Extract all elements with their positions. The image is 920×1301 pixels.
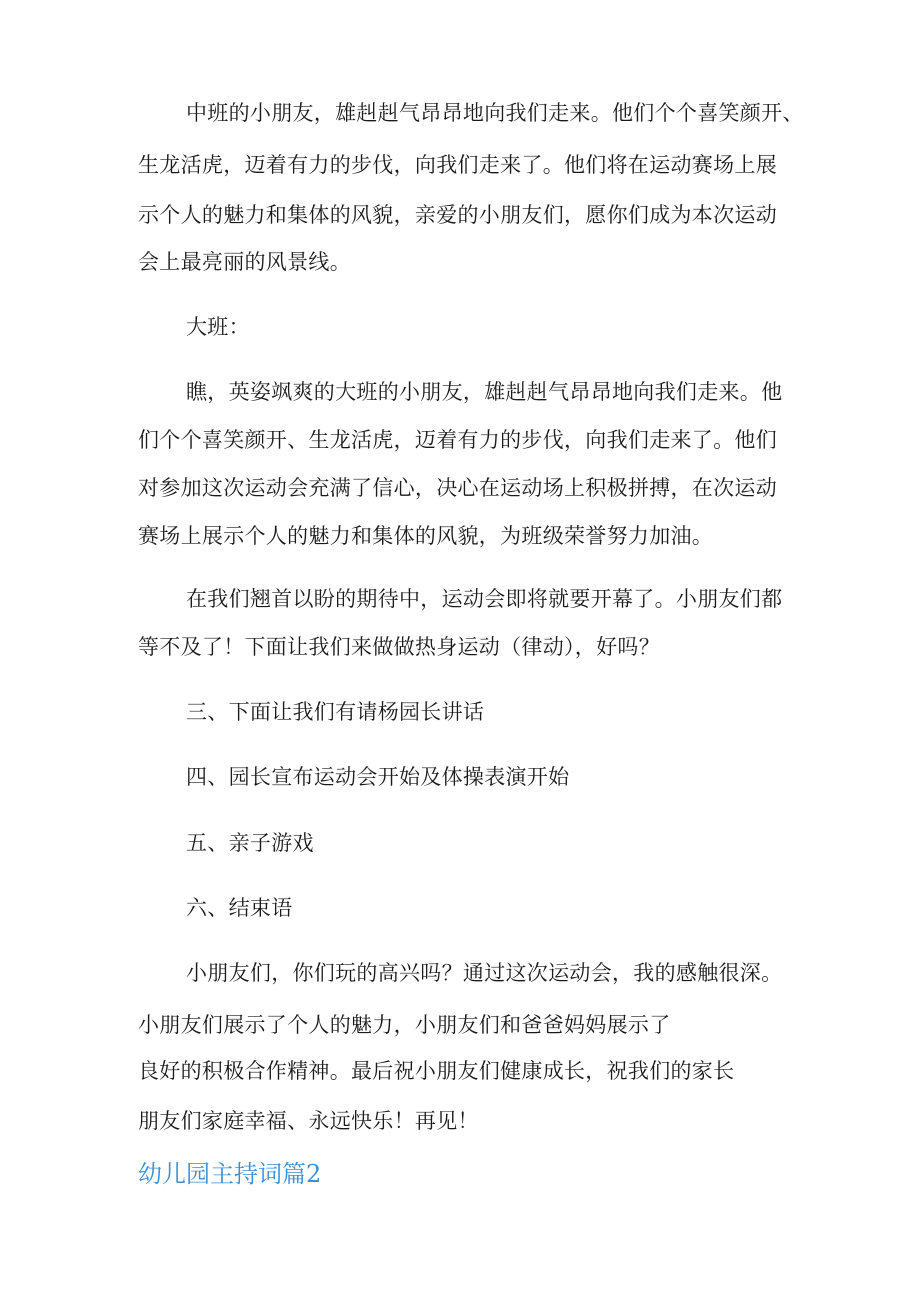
- paragraph-line: 小朋友们，你们玩的高兴吗？通过这次运动会，我的感触很深。: [186, 961, 783, 985]
- agenda-item: 四、园长宣布运动会开始及体操表演开始: [186, 765, 570, 789]
- agenda-item: 六、结束语: [186, 896, 293, 920]
- paragraph-line: 等不及了！下面让我们来做做热身运动（律动），好吗？: [138, 635, 660, 659]
- paragraph-line: 生龙活虎，迈着有力的步伐，向我们走来了。他们将在运动赛场上展: [138, 153, 777, 177]
- agenda-item: 五、亲子游戏: [186, 831, 314, 855]
- paragraph-line: 们个个喜笑颜开、生龙活虎，迈着有力的步伐，向我们走来了。他们: [138, 428, 777, 452]
- paragraph-line: 中班的小朋友，雄赳赳气昂昂地向我们走来。他们个个喜笑颜开、: [186, 101, 804, 125]
- paragraph-line: 示个人的魅力和集体的风貌，亲爱的小朋友们，愿你们成为本次运动: [138, 203, 777, 227]
- section-label: 大班：: [186, 315, 250, 339]
- paragraph-line: 朋友们家庭幸福、永远快乐！再见！: [138, 1109, 479, 1133]
- agenda-item: 三、下面让我们有请杨园长讲话: [186, 700, 485, 724]
- paragraph-line: 赛场上展示个人的魅力和集体的风貌，为班级荣誉努力加油。: [138, 524, 714, 548]
- paragraph-line: 良好的积极合作精神。最后祝小朋友们健康成长，祝我们的家长: [138, 1059, 735, 1083]
- paragraph-line: 在我们翘首以盼的期待中，运动会即将就要开幕了。小朋友们都: [186, 587, 783, 611]
- paragraph-line: 小朋友们展示了个人的魅力，小朋友们和爸爸妈妈展示了: [138, 1013, 671, 1037]
- paragraph-line: 瞧，英姿飒爽的大班的小朋友，雄赳赳气昂昂地向我们走来。他: [186, 380, 783, 404]
- section-heading: 幼儿园主持词篇2: [138, 1160, 322, 1188]
- paragraph-line: 会上最亮丽的风景线。: [138, 250, 351, 274]
- paragraph-line: 对参加这次运动会充满了信心，决心在运动场上积极拼搏，在次运动: [138, 476, 777, 500]
